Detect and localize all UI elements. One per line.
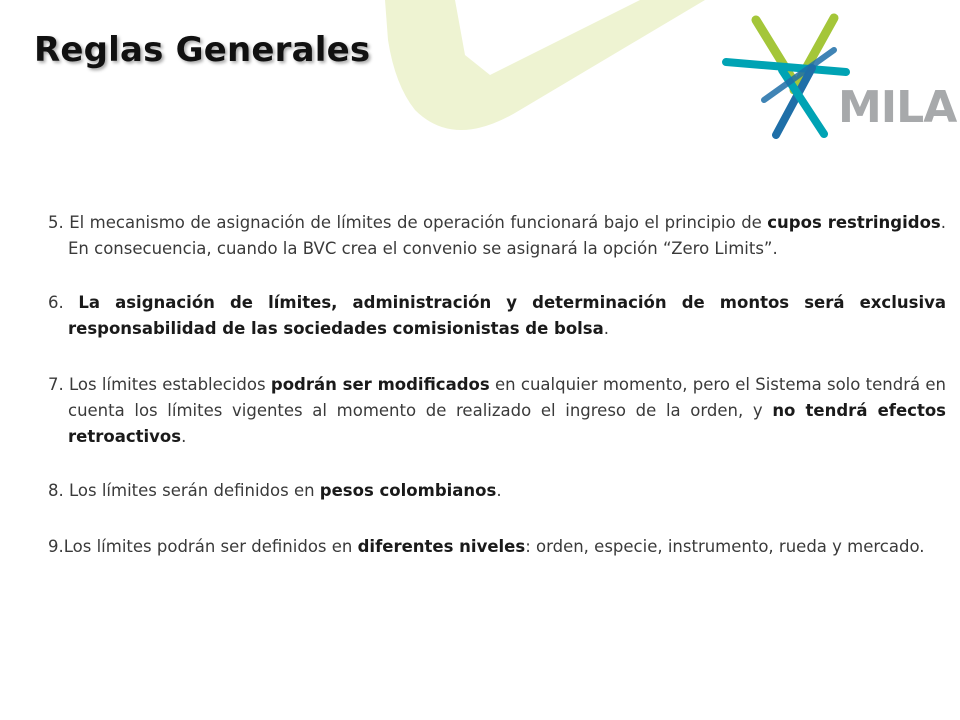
page-title: Reglas Generales: [34, 30, 371, 70]
rule-8: 8. Los límites serán definidos en pesos colombianos.: [48, 481, 502, 500]
rule-6: 6. La asignación de límites, administración y determinación de montos será exclusiva responsabilidad de las sociedades comisionistas de bolsa.: [48, 293, 946, 338]
mila-logo-text: MILA: [838, 82, 957, 133]
rules-list: [48, 210, 946, 588]
rule-5: 5. El mecanismo de asignación de límites de operación funcionará bajo el principio de cupos restringidos. En consecuencia, cuando la BVC crea el convenio se asignará la opción “Zero Limits”.: [48, 213, 946, 258]
rule-9: 9.Los límites podrán ser definidos en diferentes niveles: orden, especie, instrumento, rueda y mercado.: [48, 537, 925, 556]
rule-7: 7. Los límites establecidos podrán ser modificados en cualquier momento, pero el Sistema solo tendrá en cuenta los límites vigentes al momento de realizado el ingreso de la orden, y no tendrá efectos retroactivos.: [48, 375, 946, 446]
